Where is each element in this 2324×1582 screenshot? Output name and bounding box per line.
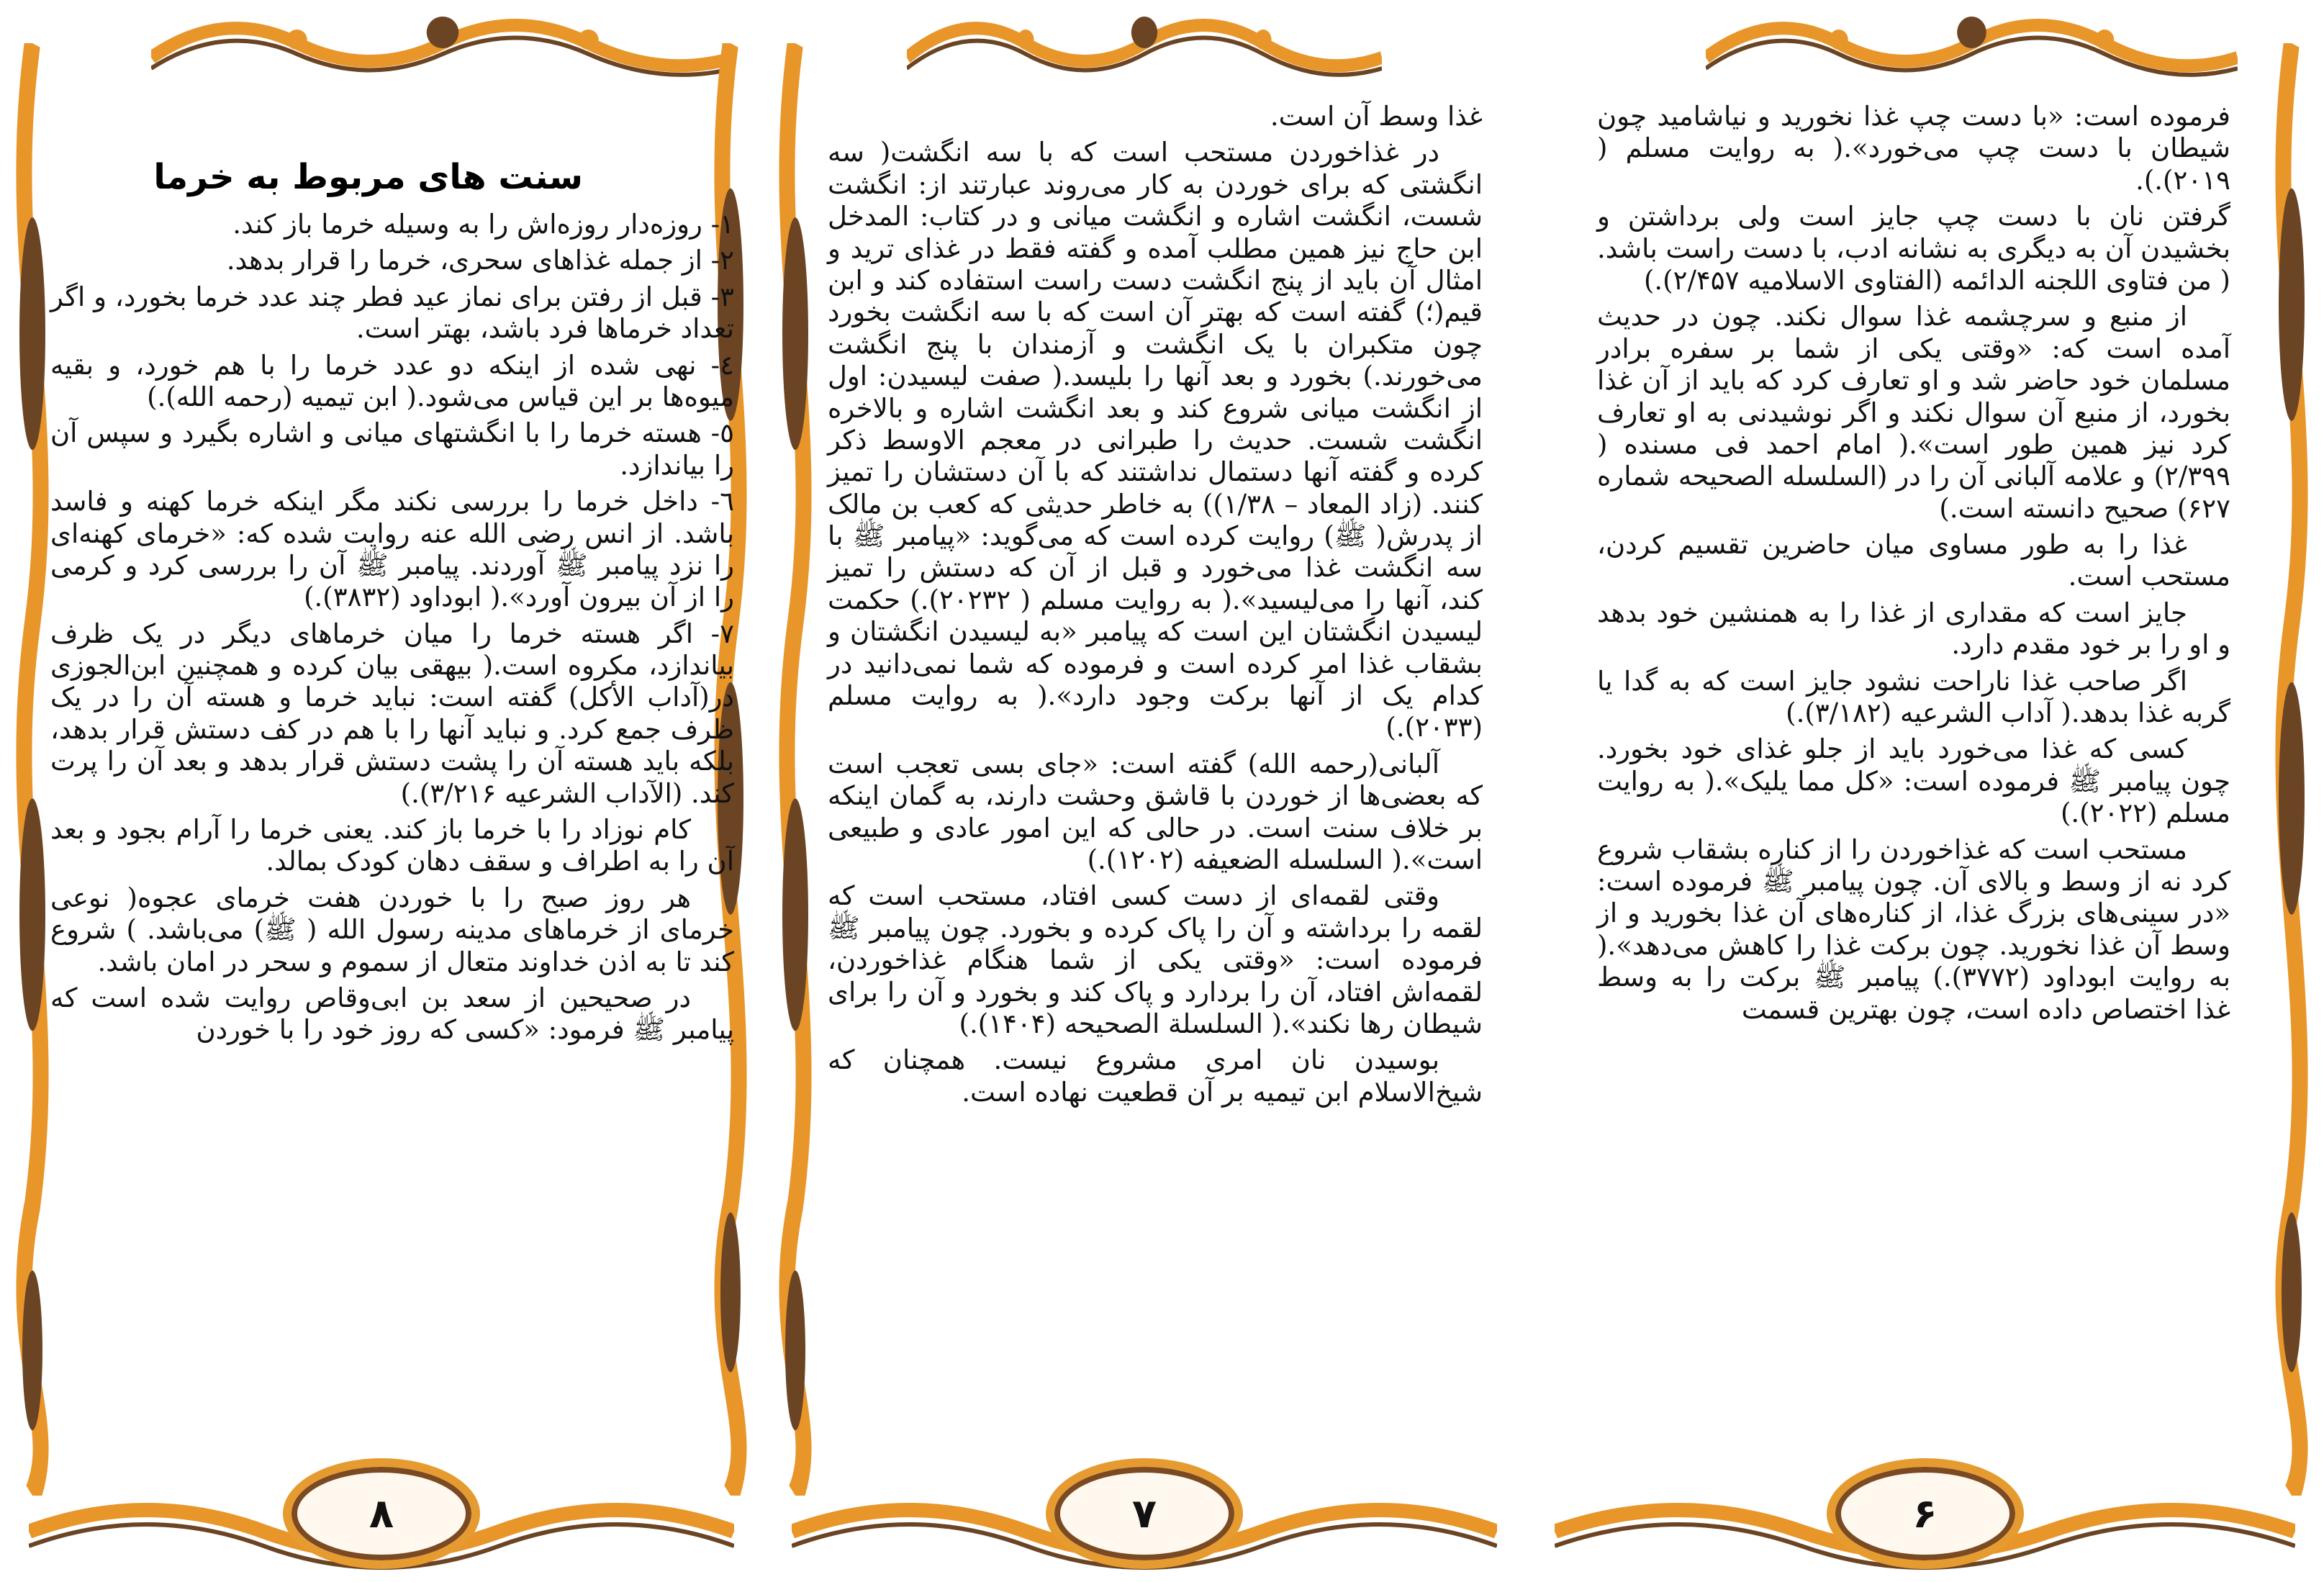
page-6-body [1597,101,2230,1030]
paragraph: غذا را به طور مساوی میان حاضرین تقسیم کردن، مستحب است. [1597,529,2230,592]
page-7 [763,0,1526,1582]
ornament-top-border [1706,0,2238,79]
page-number: ۸ [283,1458,480,1569]
section-heading: سنت های مربوط به خرما [153,157,583,197]
paragraph: از منبع و سرچشمه غذا سوال نکند. چون در حدیث آمده است که: «وقتی یکی از شما بر سفره برادر مسلمان خود حاضر شد و او تعارف کرد که باید از آن غذا بخورد، از منبع آن سوال نکند و اگر نوشیدنی به او تعارف کرد نیز همین طور است».( امام احمد فی مسنده ( ۲/۳۹۹) و علامه آلبانی آن را در (السلسله الصحیحه شماره ۶۲۷) صحیح دانسته است.) [1597,301,2230,524]
paragraph: در صحیحین از سعد بن ابی‌وقاص روایت شده است که پیامبر ﷺ فرمود: «کسی که روز خود را با خوردن [50,982,734,1046]
paragraph: ۳- قبل از رفتن برای نماز عید فطر چند عدد خرما بخورد، و اگر تعداد خرماها فرد باشد، بهتر است. [50,281,734,345]
ornament-top-border [151,0,734,79]
paragraph: کام نوزاد را با خرما باز کند. یعنی خرما را آرام بجود و بعد آن را به اطراف و سقف دهان کودک بمالد. [50,814,734,877]
page-number: ۶ [1827,1458,2024,1569]
paragraph: هر روز صبح را با خوردن هفت خرمای عجوه( نوعی خرمای از خرماهای مدینه رسول الله ( ﷺ) می‌باشد. ) شروع کند تا به اذن خداوند متعال از سموم و سحر در امان باشد. [50,882,734,977]
ornament-left-border [763,43,828,1496]
paragraph: مستحب است که غذاخوردن را از کناره بشقاب شروع کرد نه از وسط و بالای آن. چون پیامبر ﷺ فرموده است: «در سینی‌های بزرگ غذا، از کناره‌های آن غذا بخورید و از وسط آن غذا نخورید. چون برکت غذا را کاهش می‌دهد».( به روایت ابوداود (۳۷۷۲).) پیامبر ﷺ برکت را به وسط غذا اختصاص داده است، چون بهترین قسمت [1597,833,2230,1025]
paragraph: غذا وسط آن است. [1270,101,1483,132]
paragraph: بوسیدن نان امری مشروع نیست. همچنان که شیخ‌الاسلام ابن تیمیه بر آن قطعیت نهاده است. [828,1044,1483,1108]
paragraph: ۱- روزه‌دار روزه‌اش را به وسیله خرما باز کند. [232,209,734,240]
paragraph: کسی که غذا می‌خورد باید از جلو غذای خود بخورد. چون پیامبر ﷺ فرموده است: «کل مما یلیک».( به روایت مسلم (۲۰۲۲).) [1597,733,2230,829]
paragraph: جایز است که مقداری از غذا را به همنشین خود بدهد و او را بر خود مقدم دارد. [1597,597,2230,661]
paragraph: ۷- اگر هسته خرما را میان خرماهای دیگر در یک ظرف بیاندازد، مکروه است.( بیهقی بیان کرده و همچنین ابن‌الجوزی در(آداب الأکل) گفته است: نباید خرما و هسته آن را در یک ظرف جمع کرد. و نباید آنها را با هم در کف دستش قرار بدهد، بلکه باید هسته آن را پشت دستش قرار بدهد و بعد آن را پرت کند. (الآداب الشرعیه ۳/۲۱۶).) [50,618,734,809]
page-8 [0,0,763,1582]
paragraph: اگر صاحب غذا ناراحت نشود جایز است که به گدا یا گربه غذا بدهد.( آداب الشرعیه (۳/۱۸۲).) [1597,665,2230,729]
page-6 [1526,0,2324,1582]
paragraph: گرفتن نان با دست چپ جایز است ولی برداشتن و بخشیدن آن به دیگری به نشانه ادب، با دست راست باشد.( من فتاوی اللجنه الدائمه (الفتاوی الاسلامیه ۲/۴۵۷).) [1597,201,2230,296]
paragraph: ۲- از جمله غذاهای سحری، خرما را قرار بدهد. [226,245,734,276]
paragraph: در غذاخوردن مستحب است که با سه انگشت( سه انگشتی که برای خوردن به کار می‌روند عبارتند از: انگشت شست، انگشت اشاره و انگشت میانی و در کتاب: المدخل ابن حاج نیز همین مطلب آمده و گفته فقط در غذای ترید و امثال آن باید از پنج انگشت دست راست استفاده کند و ابن قیم(؛) گفته است که بهتر آن است که با سه انگشت بخورد چون متکبران با یک انگشت و آزمندان با پنج انگشت می‌خورند.) بخورد و بعد آنها را بلیسد.( صفت لیسیدن: اول از انگشت میانی شروع کند و بعد انگشت اشاره و بالاخره انگشت شست. حدیث را طبرانی در معجم الاوسط ذکر کرده و گفته آنها دستمال نداشتند که با آن دستشان را تمیز کنند. (زاد المعاد – ۱/۳۸)) به خاطر حدیثی که کعب بن مالک از پدرش( ﷺ) روایت کرده است که می‌گوید: «پیامبر ﷺ با سه انگشت غذا می‌خورد و قبل از آن که دستش را تمیز کند، آنها را می‌لیسید».( به روایت مسلم ( ۲۰۲۳۲).) حکمت لیسیدن انگشتان این است که پیامبر «به لیسیدن انگشتان و بشقاب غذا امر کرده است و فرموده که شما نمی‌دانید در کدام یک از آنها برکت وجود دارد».( به روایت مسلم (۲۰۳۳).) [828,137,1483,743]
paragraph: ٤- نهی شده از اینکه دو عدد خرما را با هم خورد، و بقیه میوه‌ها بر این قیاس می‌شود.( ابن تیمیه (رحمه الله).) [50,349,734,412]
paragraph: آلبانی(رحمه الله) گفته است: «جای بسی تعجب است که بعضی‌ها از خوردن با قاشق وحشت دارند، به گمان اینکه بر خلاف سنت است. در حالی که این امور عادی و طبیعی است».( السلسله الضعیفه (۱۲۰۲).) [828,748,1483,875]
ornament-top-border [907,0,1382,79]
page-7-body [828,101,1483,1113]
paragraph: ٦- داخل خرما را بررسی نکند مگر اینکه خرما کهنه و فاسد باشد. از انس رضی الله عنه روایت شده که: «خرمای کهنه‌ای را نزد پیامبر ﷺ آوردند. پیامبر ﷺ آن را بررسی کرد و کرمی را از آن بیرون آورد».( ابوداود (۳۸۳۲).) [50,486,734,613]
ornament-right-border [2259,43,2324,1496]
paragraph: ٥- هسته خرما را با انگشتهای میانی و اشاره بگیرد و سپس آن را بیاندازد. [50,417,734,481]
paragraph: فرموده است: «با دست چپ غذا نخورید و نیاشامید چون شیطان با دست چپ می‌خورد».( به روایت مسلم ( ۲۰۱۹).). [1597,101,2230,196]
page-number: ۷ [1046,1458,1243,1569]
paragraph: وقتی لقمه‌ای از دست کسی افتاد، مستحب است که لقمه را برداشته و آن را پاک کرده و بخورد. چون پیامبر ﷺ فرموده است: «وقتی یکی از شما هنگام غذاخوردن، لقمه‌اش افتاد، آن را بردارد و پاک کند و بخورد و آن را برای شیطان رها نکند».( السلسلة الصحیحه (۱۴۰۴).) [828,880,1483,1039]
page-8-body [50,209,734,1051]
